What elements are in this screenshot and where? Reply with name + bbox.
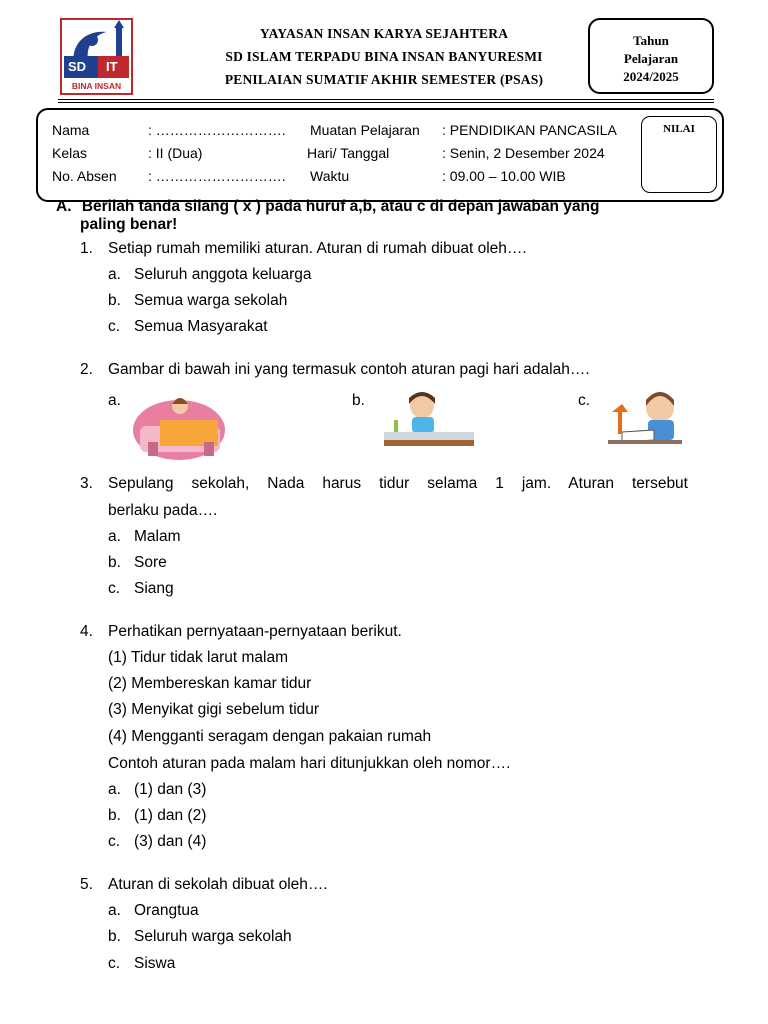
q4-option-c[interactable]: (3) dan (4) <box>134 833 207 850</box>
q4-option-a-letter[interactable]: a. <box>108 781 121 798</box>
q2-image-b-washing-girl[interactable] <box>382 390 476 452</box>
bed-icon <box>130 390 228 462</box>
q2-option-a-letter[interactable]: a. <box>108 392 121 409</box>
q4-prompt: Contoh aturan pada malam hari ditunjukkan oleh nomor…. <box>108 755 511 772</box>
hari-value: : Senin, 2 Desember 2024 <box>442 145 605 161</box>
logo-name-text: BINA INSAN <box>71 81 122 91</box>
q4-option-c-letter[interactable]: c. <box>108 833 121 850</box>
nama-label: Nama <box>52 122 90 138</box>
instruction-line-2: paling benar! <box>80 216 178 233</box>
school-name: SD ISLAM TERPADU BINA INSAN BANYURESMI <box>225 49 543 64</box>
q3-option-c-letter[interactable]: c. <box>108 580 121 597</box>
waktu-label: Waktu <box>310 168 350 184</box>
q3-option-b-letter[interactable]: b. <box>108 554 121 571</box>
q4-statement-3: (3) Menyikat gigi sebelum tidur <box>108 701 320 718</box>
exam-title: PENILAIAN SUMATIF AKHIR SEMESTER (PSAS) <box>224 72 544 87</box>
year-value: 2024/2025 <box>623 69 679 84</box>
sink-icon <box>382 390 476 452</box>
q1-option-c[interactable]: Semua Masyarakat <box>134 318 268 335</box>
absen-label: No. Absen <box>52 168 117 184</box>
waktu-value: : 09.00 – 10.00 WIB <box>442 168 566 184</box>
header-divider <box>58 99 714 100</box>
muatan-value: : PENDIDIKAN PANCASILA <box>442 122 617 138</box>
muatan-label: Muatan Pelajaran <box>310 122 420 138</box>
q5-option-c[interactable]: Siswa <box>134 955 176 972</box>
q5-option-c-letter[interactable]: c. <box>108 955 121 972</box>
kelas-label: Kelas <box>52 145 88 161</box>
q1-option-c-letter[interactable]: c. <box>108 318 121 335</box>
kelas-value: : II (Dua) <box>148 145 203 161</box>
q4-statement-2: (2) Membereskan kamar tidur <box>108 675 312 692</box>
year-label-1: Tahun <box>633 33 669 48</box>
q1-option-b[interactable]: Semua warga sekolah <box>134 292 288 309</box>
logo-it-text: IT <box>106 59 118 74</box>
q5-option-b-letter[interactable]: b. <box>108 928 121 945</box>
q2-text: Gambar di bawah ini yang termasuk contoh aturan pagi hari adalah…. <box>108 361 590 378</box>
q1-text: Setiap rumah memiliki aturan. Aturan di rumah dibuat oleh…. <box>108 240 527 257</box>
q2-image-c-studying-girl[interactable] <box>604 390 686 450</box>
year-label-2: Pelajaran <box>623 51 679 66</box>
q3-option-c[interactable]: Siang <box>134 580 174 597</box>
q3-option-a-letter[interactable]: a. <box>108 528 121 545</box>
q3-number: 3. <box>80 475 93 492</box>
header-divider-2 <box>58 102 714 103</box>
q2-option-b-letter[interactable]: b. <box>352 392 365 409</box>
q1-option-a[interactable]: Seluruh anggota keluarga <box>134 266 312 283</box>
q4-statement-1: (1) Tidur tidak larut malam <box>108 649 289 666</box>
q2-number: 2. <box>80 361 93 378</box>
nama-field[interactable]: : ………………………. <box>148 122 286 138</box>
q3-option-b[interactable]: Sore <box>134 554 167 571</box>
absen-field[interactable]: : ………………………. <box>148 168 286 184</box>
q4-option-b[interactable]: (1) dan (2) <box>134 807 207 824</box>
instruction-line-1: Berilah tanda silang ( x ) pada huruf a,b, atau c di depan jawaban yang <box>81 198 600 215</box>
study-desk-icon <box>604 390 686 450</box>
q3-option-a[interactable]: Malam <box>134 528 181 545</box>
q2-option-c-letter[interactable]: c. <box>578 392 591 409</box>
q1-option-a-letter[interactable]: a. <box>108 266 121 283</box>
q1-option-b-letter[interactable]: b. <box>108 292 121 309</box>
q5-text: Aturan di sekolah dibuat oleh…. <box>108 876 328 893</box>
q5-option-a-letter[interactable]: a. <box>108 902 121 919</box>
q4-option-a[interactable]: (1) dan (3) <box>134 781 207 798</box>
section-letter: A. <box>56 198 72 215</box>
section-a-instruction <box>56 198 599 234</box>
score-label: NILAI <box>663 123 695 135</box>
q5-number: 5. <box>80 876 93 893</box>
q5-option-b[interactable]: Seluruh warga sekolah <box>134 928 292 945</box>
q4-number: 4. <box>80 623 93 640</box>
q4-text: Perhatikan pernyataan-pernyataan berikut. <box>108 623 402 640</box>
foundation-name: YAYASAN INSAN KARYA SEJAHTERA <box>259 26 509 41</box>
q2-image-a-sleeping-girl[interactable] <box>130 390 228 462</box>
q1-number: 1. <box>80 240 93 257</box>
q5-option-a[interactable]: Orangtua <box>134 902 199 919</box>
logo-sd-text: SD <box>68 59 87 74</box>
score-box[interactable] <box>641 116 717 193</box>
q3-text-line-2: berlaku pada…. <box>108 502 218 519</box>
q4-statement-4: (4) Mengganti seragam dengan pakaian rumah <box>108 728 432 745</box>
q3-text-line-1: Sepulang sekolah, Nada harus tidur selama 1 jam. Aturan tersebut <box>108 475 688 492</box>
academic-year-box <box>588 18 714 94</box>
q4-option-b-letter[interactable]: b. <box>108 807 121 824</box>
hari-label: Hari/ Tanggal <box>307 145 390 161</box>
